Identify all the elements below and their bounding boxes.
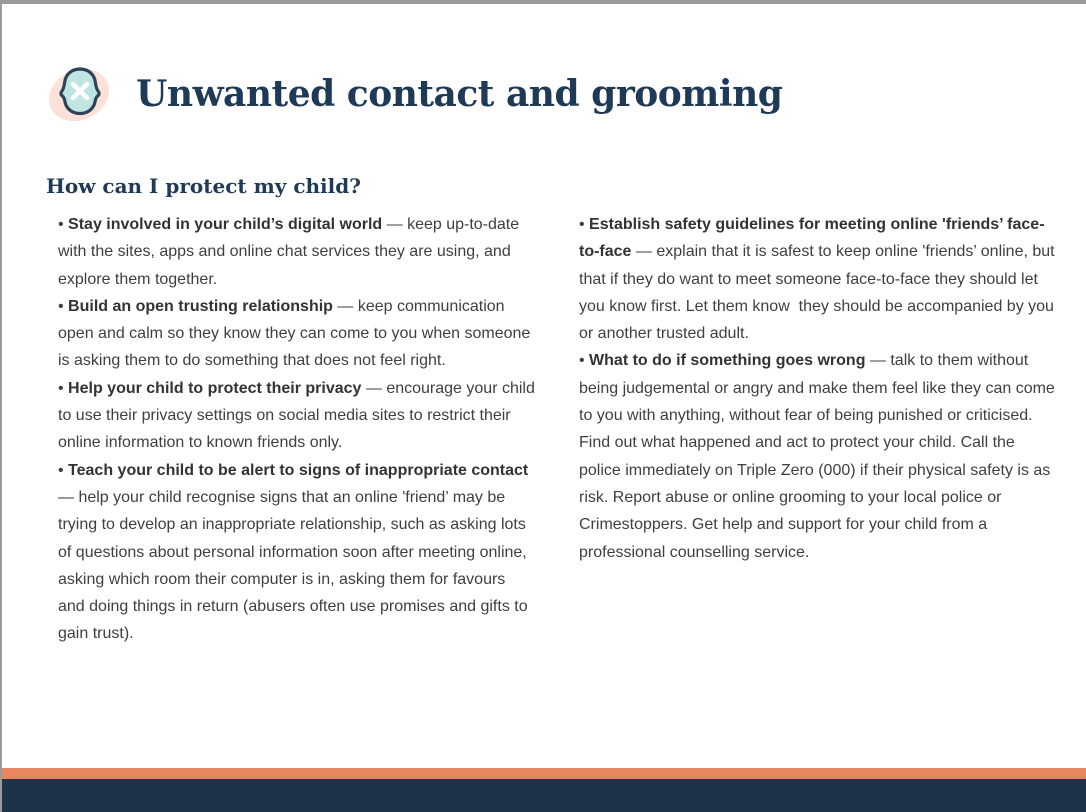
page-title: Unwanted contact and grooming — [136, 73, 783, 115]
bullet-body-text: — help your child recognise signs that an online 'friend’ may be trying to develop an inappropriate relationship, such as asking lots of questions about personal information soon after meeting online, asking which room their computer is in, asking them for favours and doing things in return (abusers often use promises and gifts to gain trust). — [58, 461, 533, 643]
bullet-lead-text: Teach your child to be alert to signs of inappropriate contact — [68, 461, 529, 479]
bullet-icon: • — [58, 461, 69, 479]
bullet-lead-text: Build an open trusting relationship — [68, 297, 333, 315]
bullet-icon: • — [58, 379, 69, 397]
list-item — [579, 211, 1060, 347]
bullet-lead-text: Stay involved in your child’s digital world — [68, 216, 383, 233]
bullet-icon: • — [58, 216, 69, 233]
bullet-icon: • — [579, 216, 590, 233]
list-item — [58, 375, 540, 457]
bullet-icon: • — [579, 352, 590, 370]
two-column-content — [46, 211, 1086, 648]
bullet-list-right — [567, 211, 1060, 648]
bullet-lead-text: Establish safety guidelines for meeting online 'friends’ face-to-face — [579, 216, 1045, 261]
bullet-body-text: — encourage your child to use their privacy settings on social media sites to restrict their online information to known friends only. — [58, 379, 540, 452]
face-with-x-icon — [46, 60, 114, 128]
bullet-lead-text: What to do if something goes wrong — [589, 352, 866, 370]
bullet-body-text: — explain that it is safest to keep online 'friends’ online, but that if they do want to meet someone face-to-face they should let you know first. Let them know they should be accompanied by you or another trusted adult. — [579, 243, 1060, 343]
bullet-body-text: — talk to them without being judgemental or angry and make them feel like they can come to you with anything, without fear of being punished or criticised. Find out what happened and act to protect your child. Call the police immediately on Triple Zero (000) if their physical safety is as risk. Report abuse or online grooming to your local police or Crimestoppers. Get help and support for your child from a professional counselling service. — [579, 352, 1060, 561]
list-item — [58, 457, 535, 648]
list-item — [579, 347, 1060, 565]
bullet-body-text: — keep up-to-date with the sites, apps and online chat services they are using, and explore them together. — [58, 216, 524, 288]
page-header — [46, 60, 1086, 128]
footer-bar — [2, 779, 1086, 812]
list-item — [58, 293, 535, 375]
bullet-lead-text: Help your child to protect their privacy — [68, 379, 362, 397]
list-item — [58, 211, 535, 293]
bullet-body-text: — keep communication open and calm so they know they can come to you when someone is asking them to do something that does not feel right. — [58, 297, 535, 370]
section-heading: How can I protect my child? — [46, 174, 361, 198]
accent-bar — [2, 768, 1086, 779]
document-page — [2, 4, 1086, 812]
bullet-list-left — [46, 211, 540, 648]
bullet-icon: • — [58, 297, 69, 315]
